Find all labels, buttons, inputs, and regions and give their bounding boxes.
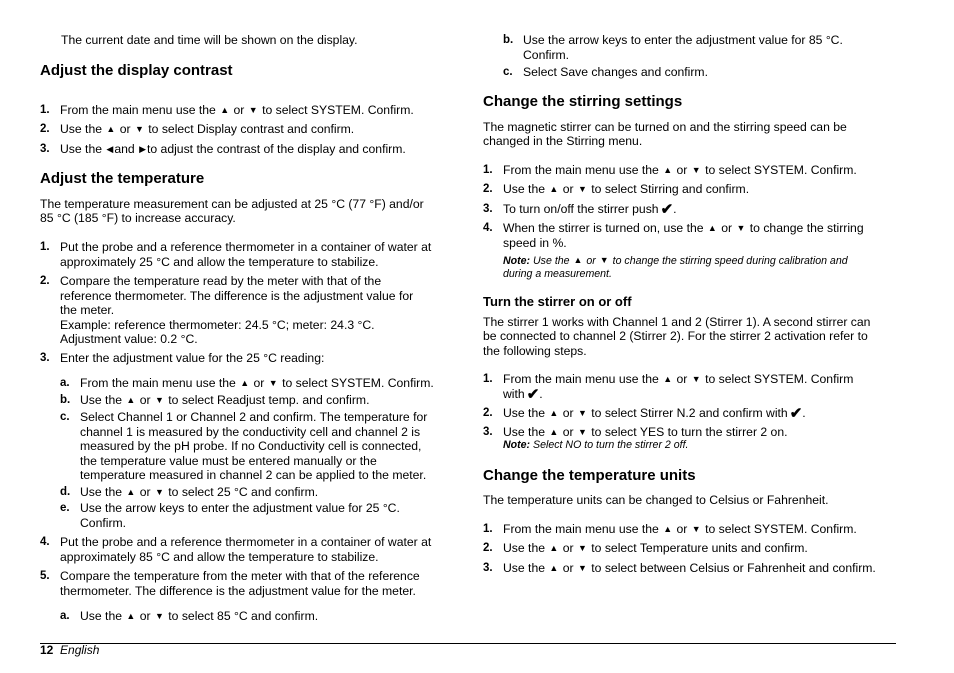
up-arrow-icon: ▲: [663, 165, 673, 175]
down-arrow-icon: ▼: [268, 378, 278, 388]
up-arrow-icon: ▲: [549, 184, 559, 194]
units-intro: The temperature units can be changed to Celsius or Fahrenheit.: [483, 493, 829, 507]
up-arrow-icon: ▲: [707, 223, 717, 233]
footer-language: English: [60, 643, 100, 657]
up-arrow-icon: ▲: [240, 378, 250, 388]
heading-stirring-settings: Change the stirring settings: [483, 93, 683, 110]
down-arrow-icon: ▼: [154, 611, 164, 621]
stirring-intro-line-1: The magnetic stirrer can be turned on and the stirring speed can be: [483, 120, 847, 134]
temp-intro-line-2: 85 °C (185 °F) to increase accuracy.: [40, 211, 236, 225]
heading-display-contrast: Adjust the display contrast: [40, 62, 233, 79]
page-number: 12: [40, 643, 54, 657]
down-arrow-icon: ▼: [577, 184, 587, 194]
up-arrow-icon: ▲: [549, 563, 559, 573]
turn-intro-line-1: The stirrer 1 works with Channel 1 and 2 (Stirrer 1). A second stirrer can: [483, 315, 871, 329]
up-arrow-icon: ▲: [106, 124, 116, 134]
turn-note: Note: Select NO to turn the stirrer 2 off.: [503, 439, 689, 451]
up-arrow-icon: ▲: [549, 427, 559, 437]
right-arrow-icon: ▶: [139, 144, 146, 154]
down-arrow-icon: ▼: [691, 524, 701, 534]
down-arrow-icon: ▼: [134, 124, 144, 134]
stirring-note: Note: Use the ▲ or ▼ to change the stirring speed during calibration and during a measurement.: [503, 255, 848, 280]
down-arrow-icon: ▼: [577, 408, 587, 418]
up-arrow-icon: ▲: [220, 105, 230, 115]
down-arrow-icon: ▼: [154, 395, 164, 405]
left-arrow-icon: ◀: [106, 144, 114, 154]
up-arrow-icon: ▲: [663, 524, 673, 534]
up-arrow-icon: ▲: [549, 408, 559, 418]
down-arrow-icon: ▼: [577, 563, 587, 573]
up-arrow-icon: ▲: [126, 487, 136, 497]
down-arrow-icon: ▼: [577, 543, 587, 553]
down-arrow-icon: ▼: [154, 487, 164, 497]
down-arrow-icon: ▼: [691, 374, 701, 384]
stirring-intro-line-2: changed in the Stirring menu.: [483, 134, 643, 148]
up-arrow-icon: ▲: [549, 543, 559, 553]
down-arrow-icon: ▼: [599, 255, 609, 265]
down-arrow-icon: ▼: [691, 165, 701, 175]
manual-page: The current date and time will be shown on the display. Adjust the display contrast 1. From the main menu use the ▲ or ▼ to select SYSTEM. Confirm. 2. Use the ▲ or ▼ to select Display contrast and confirm. 3. Use the ◀and ▶to adjust the contrast of the display and confirm. Adjust the temperature The temperature measurement can be adjusted at 25 °C (77 °F) and/or 85 °C (185 °F) to increase accuracy. 1. Put the probe and a reference thermometer in a container of water at approximately 25 °C and allow the temperature to stabilize. 2. Compare the temperature read by the meter with that of the reference thermometer. The difference is the adjustment value for the meter. Example: reference thermometer: 24.5 °C; meter: 24.3 °C. Adjustment value: 0.2 °C. 3. Enter the adjustment value for the 25 °C reading: a. From the main menu use the ▲ or ▼ to select SYSTEM. Confirm. b. Use the ▲ or ▼ to select Readjust temp. and confirm. c. Select Channel 1 or Channel 2 and confirm. The temperature for channel 1 is measured by the conductivity cell and channel 2 is measured by the pH probe. If no Conductivity cell is connected, the temperature value must be entered manually or the temperature measured in channel 2 can be applied to the meter. d. Use the ▲ or ▼ to select 25 °C and confirm. e. Use the arrow keys to enter the adjustment value for 25 °C. Confirm. 4. Put the probe and a reference thermometer in a container of water at approximately 85 °C and allow the temperature to stabilize. 5. Compare the temperature from the meter with that of the reference thermometer. The difference is the adjustment value for the meter. a. Use the ▲ or ▼ to select 85 °C and confirm. b. Use the arrow keys to enter the adjustment value for 85 °C. Confirm. c. Select Save changes and confirm. Change the stirring settings The magnetic stirrer can be turned on and the stirring speed can be changed in the Stirring menu. 1. From the main menu use the ▲ or ▼ to select SYSTEM. Confirm. 2. Use the ▲ or ▼ to select Stirring and confirm. 3. To turn on/off the stirrer push ✔. 4. When the stirrer is turned on, use the ▲ or ▼ to change the stirring speed in %. Note: Use the ▲ or ▼ to change the stirring speed during calibration and during a measurement. Turn the stirrer on or off The stirrer 1 works with Channel 1 and 2 (Stirrer 1). A second stirrer can be connected to channel 2 (Stirrer 2). For the stirrer 2 activation refer to the following steps. 1. From the main menu use the ▲ or ▼ to select SYSTEM. Confirm with ✔. 2. Use the ▲ or ▼ to select Stirrer N.2 and confirm with ✔. 3. Use the ▲ or ▼ to select YES to turn the stirrer 2 on. Note: Select NO to turn the stirrer 2 off. Change the temperature units The temperature units can be changed to Celsius or Fahrenheit. 1. From the main menu use the ▲ or ▼ to select SYSTEM. Confirm. 2. Use the ▲ or ▼ to select Temperature units and confirm. 3. Use the ▲ or ▼ to select between Celsius or Fahrenheit and confirm. 12 English: [0, 0, 954, 673]
page-footer: [40, 643, 99, 657]
up-arrow-icon: ▲: [126, 395, 136, 405]
check-icon: ✔: [789, 405, 803, 422]
intro-text: The current date and time will be shown on the display.: [61, 33, 358, 47]
footer-divider: [40, 643, 896, 644]
up-arrow-icon: ▲: [126, 611, 136, 621]
check-icon: ✔: [660, 201, 674, 218]
down-arrow-icon: ▼: [577, 427, 587, 437]
up-arrow-icon: ▲: [573, 255, 583, 265]
heading-temperature-units: Change the temperature units: [483, 467, 696, 484]
up-arrow-icon: ▲: [663, 374, 673, 384]
down-arrow-icon: ▼: [736, 223, 746, 233]
heading-turn-stirrer: Turn the stirrer on or off: [483, 294, 632, 309]
down-arrow-icon: ▼: [248, 105, 258, 115]
turn-intro-line-2: be connected to channel 2 (Stirrer 2). For the stirrer 2 activation refer to: [483, 329, 868, 343]
check-icon: ✔: [526, 385, 540, 403]
heading-adjust-temperature: Adjust the temperature: [40, 170, 205, 187]
turn-intro-line-3: the following steps.: [483, 344, 587, 358]
temp-intro-line-1: The temperature measurement can be adjusted at 25 °C (77 °F) and/or: [40, 197, 424, 211]
